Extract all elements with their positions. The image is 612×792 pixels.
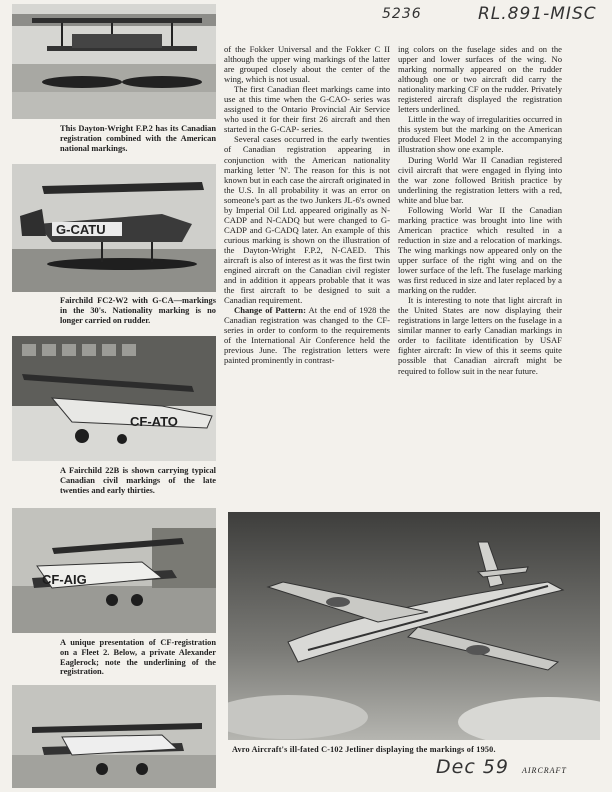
handwritten-reference: RL.891-MISC [478, 4, 597, 24]
publication-name: AIRCRAFT [522, 766, 567, 775]
col1-paragraph-2: The first Canadian fleet markings came into use at this time when the G-CAO- series was assigned to the Ontario Provincial Air Service who used it for their first 26 aircraft and then started in the G-CAP- series. [224, 84, 390, 135]
photo-avro-jetliner [228, 512, 600, 740]
col2-paragraph-5: It is interesting to note that light aircraft in the United States are now displaying their registrations in large letters on the fuselage in a similar manner to early Canadian markings in order to facilitate identification by USAF fighter aircraft: In view of this it seems quite possible that Canadian aircraft might be required to follow suit in the near future. [398, 295, 562, 376]
col1-paragraph-4-text: At the end of 1928 the Canadian registration was changed to the CF- series in order to conform to the requirements of the International Air Conference held the previous June. The registration letters were painted prominently in contrast- [224, 305, 390, 366]
article-column-1 [224, 44, 390, 366]
photo-fairchild-fc2w2 [12, 164, 216, 292]
caption-avro-jetliner: Avro Aircraft's ill-fated C-102 Jetliner displaying the markings of 1950. [232, 745, 496, 754]
col1-paragraph-1: of the Fokker Universal and the Fokker C II although the upper wing markings of the latter are grouped closely about the center of the wing, which is not usual. [224, 44, 390, 85]
photo-fleet-2 [12, 508, 216, 633]
col2-paragraph-1: ing colors on the fuselage sides and on the upper and lower surfaces of the wing. No marking normally appeared on the rudder although one or two aircraft did carry the nationality marking CF on the rudder. Privately registered aircraft displayed the registration letters underlined. [398, 44, 562, 115]
col1-paragraph-4 [224, 305, 390, 365]
caption-fairchild-fc2w2: Fairchild FC2-W2 with G-CA—markings in the 30's. Nationality marking is no longer carried on rudder. [60, 296, 216, 325]
registration-g-catu: G-CATU [56, 222, 106, 237]
col1-paragraph-3: Several cases occurred in the early twenties of Canadian registration appearing in conjunction with the American nationality marking letter 'N'. The reason for this is not known but in each case the aircraft originated in the U.S. In all probability it was an error on someone's part as the two Junkers JL-6's owned by Imperial Oil Ltd. appeared originally as N-CADP and N-CADQ but were changed to G-CADP and G-CADQ later. An example of this curious marking is shown on the illustration of the Dayton-Wright F.P.2, N-CAED. This aircraft is also of interest as it was the first twin engined aircraft on the Canadian civil register and in addition it appears probable that it was the first aircraft to be designed to suit a Canadian requirement. [224, 134, 390, 306]
photo-alexander-eaglerock [12, 685, 216, 788]
col2-paragraph-4: Following World War II the Canadian marking practice was brought into line with American practice which resulted in a reduction in size and a relocation of markings. The wing markings now appeared only on the upper surface of the right wing and on the lower surface of the left. The fuselage marking was first reduced in size and later replaced by a marking on the rudder. [398, 204, 562, 296]
photo-dayton-wright-fp2 [12, 4, 216, 119]
photo-fairchild-22b [12, 336, 216, 461]
registration-cf-aig: CF-AIG [42, 572, 87, 587]
section-heading-change-of-pattern: Change of Pattern: [234, 305, 306, 316]
caption-fairchild-22b: A Fairchild 22B is shown carrying typical Canadian civil markings of the late twenties and early thirties. [60, 466, 216, 495]
caption-dayton-wright: This Dayton-Wright F.P.2 has its Canadian registration combined with the American national markings. [60, 124, 216, 153]
col2-paragraph-3: During World War II Canadian registered civil aircraft that were engaged in flying into the war zone followed British practice by underlining the registration letters with a red, white and blue bar. [398, 154, 562, 205]
handwritten-code: 5236 [382, 6, 422, 22]
caption-fleet-2: A unique presentation of CF-registration on a Fleet 2. Below, a private Alexander Eaglerock; note the underlining of the registration. [60, 638, 216, 677]
col2-paragraph-2: Little in the way of irregularities occurred in this system but the marking on the American produced Fleet Model 2 in the accompanying illustration show one example. [398, 114, 562, 155]
registration-cf-ato: CF-ATO [130, 414, 178, 429]
handwritten-date: Dec 59 [436, 756, 509, 778]
article-column-2 [398, 44, 562, 376]
